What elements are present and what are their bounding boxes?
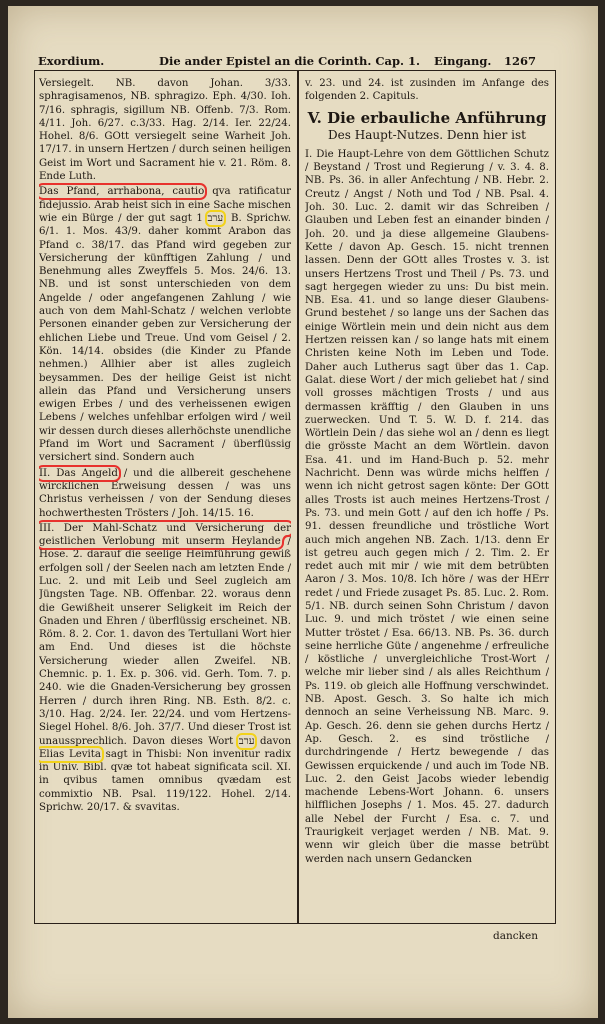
section-subheading: Des Haupt-Nutzes. Denn hier ist [328, 127, 526, 142]
text-frame [34, 70, 556, 924]
page-number: 1267 [504, 54, 537, 68]
paragraph: III. Der Mahl-Schatz und Versicherung der geistlichen Verlobung mit unserm Heylande / Hose. 2. darauf die seelige Heimführung gewiß erfolgen soll / der Seelen nach am letzten Ende / Luc. 2. und mit Leib und Seel zugleich am Jüngsten Tage. NB. Offenbar. 22. woraus denn die Gewißheit unserer Seligkeit im Reich der Gnaden und Ehren / überflüssig erscheinet. NB. Röm. 8. 2. Cor. 1. davon des Tertullani Wort hier am End. Und dieses ist die höchste Versicherung wieder allen Zweifel. NB. Chemnic. p. 1. Ex. p. 306. vid. Gerh. Tom. 7. p. 240. wie die Gnaden-Versicherung bey grossen Herren / durch ihren Ring. NB. Esth. 8/2. c. 3/10. Hag. 2/24. Ier. 22/24. und vom Hertzens-Siegel Hohel. 8/6. Joh. 37/7. Und dieser Trost ist unaussprechlich. Davon dieses Wort ערב davon Elias Levita sagt in Thisbi: Non invenitur radix in Univ. Bibl. qvæ tot habeat significata scil. XI. in qvibus tamen omnibus qvædam est commixtio NB. Psal. 119/122. Hohel. 2/14. Sprichw. 20/17. & svavitas. [39, 522, 291, 814]
paragraph: II. Das Angeld / und die allbereit geschehene wircklichen Erweisung dessen / was uns Christus verheissen / von der Sendung dieses hochwerthesten Trösters / Joh. 14/15. 16. [39, 467, 291, 519]
paragraph: I. Die Haupt-Lehre von dem Göttlichen Schutz / Beystand / Trost und Regierung / v. 3. 4. 8. NB. Ps. 36. in aller Anfechtung / NB. Hebr. 2. Creutz / Angst / Noth und Tod / NB. Psal. 4. Joh. 30. Luc. 2. damit wir das Schreiben / Glauben und Leben fest an einander binden / Joh. 20. und ja diese allgemeine Glaubens-Kette / davon Ap. Gesch. 15. nicht trennen lassen. Denn der GOtt alles Trostes v. 3. ist unsers Hertzens Trost und Theil / Ps. 73. und sagt hergegen wieder zu uns: Du bist mein. NB. Esa. 41. und so lange dieser Glaubens-Grund bestehet / so lange uns der Sachen das einige Wörtlein mein und dein nicht aus dem Hertzen reissen kan / so lange hats mit einem Christen keine Noth im Leben und Tode. Daher auch Lutherus sagt über das 1. Cap. Galat. diese Wort / der mich geliebet hat / sind voll grosses mächtigen Trosts / und aus dermassen kräfftig / den Glauben in uns zuerwecken. Und T. 5. W. D. f. 214. das Wörtlein Dein / das siehe wol an / denn es liegt die grösste Macht an dem Wörtlein. davon Esa. 41. und im Hand-Buch p. 52. mehr Nachricht. Denn was würde michs helffen / wenn ich nicht getrost sagen könte: Der GOtt alles Trosts ist auch meines Hertzens-Trost / Ps. 73. und mein Gott / auf den ich hoffe / Ps. 91. dessen freundliche und tröstliche Wort auch mich angehen NB. Zach. 1/13. denn Er ist getreu auch gegen mich / 2. Tim. 2. Er redet auch mit mir / wie mit dem betrübten Aaron / 3. Mos. 10/8. Ich höre / was der HErr redet / und Friede zusaget Ps. 85. Luc. 2. Rom. 5/1. NB. durch seinen Sohn Christum / davon Luc. 9. und mich tröstet / wie einen seine Mutter tröstet / Esa. 66/13. NB. Ps. 36. durch seine herrliche Güte / angenehme / erfreuliche / köstliche / unvergleichliche Trost-Wort / welche mir lieber sind / als alles Reichthum / Ps. 119. ob gleich alle Hoffnung verschwindet. NB. Apost. Gesch. 3. So halte ich mich dennoch an seine Verheissung NB. Marc. 9. Ap. Gesch. 26. denn sie gehen durchs Hertz / Ap. Gesch. 2. es sind tröstliche / durchdringende / Hertz bewegende / das Gewissen erquickende / und auch im Tode NB. Luc. 2. den Geist Jacobs wieder lebendig machende Lebens-Wort Johann. 6. unsers hilfflichen Josephs / 1. Mos. 45. 27. dadurch alle Nebel der Furcht / Esa. c. 7. und Traurigkeit verjaget werden / NB. Mat. 9. wenn wir gleich über die masse betrübt werden nach unsern Gedancken [305, 148, 549, 865]
highlight-hebrew-word: ערב [238, 735, 255, 747]
section-heading: V. Die erbauliche Anführung [307, 108, 547, 127]
header-left: Exordium. [38, 54, 105, 68]
highlight-elias-levita: Elias Levita [39, 748, 101, 760]
header-section: Eingang. [434, 54, 492, 68]
header-center: Die ander Epistel an die Corinth. Cap. 1. [159, 54, 421, 68]
paragraph: v. 23. und 24. ist zusinden im Anfange des folgenden 2. Capituls. [305, 78, 549, 103]
column-divider [297, 71, 299, 923]
book-page [8, 6, 598, 1018]
catchword: dancken [493, 930, 538, 942]
paragraph: Versiegelt. NB. davon Johan. 3/33. sphragisamenos, NB. sphragizo. Eph. 4/30. Ioh. 7/16. sphragis, sigillum NB. Offenb. 7/3. Rom. 4/11. Joh. 6/27. c.3/33. Hag. 2/14. Ier. 22/24. Hohel. 8/6. GOtt versiegelt seine Warheit Joh. 17/17. in unsern Hertzen / durch seinen heiligen Geist im Wort und Sacrament hie v. 21. Röm. 8. Ende Luth. [39, 78, 291, 183]
right-column [305, 77, 549, 919]
left-column [39, 77, 291, 919]
highlight-angeld: II. Das Angeld [39, 467, 118, 479]
running-header [34, 52, 554, 70]
highlight-mahl-schatz: III. Der Mahl-Schatz und Versicherung der geistlichen Verlobung mit unserm Heylande [39, 522, 291, 548]
paragraph: Das Pfand, arrhabona, cautio qva ratificatur fidejussio. Arab heist sich in eine Sache mischen wie ein Bürge / der gut sagt ערב 1. B. Sprichw. 6/1. 1. Mos. 43/9. daher kommt Arabon das Pfand c. 38/17. das Pfand wird gegeben zur Versicherung der künfftigen Zahlung / und Benehmung alles Zweyffels 5. Mos. 24/6. 13. NB. und ist sonst unterschieden von dem Angelde / oder angefangenen Zahlung / wie auch von dem Mahl-Schatz / welchen verlobte Personen einander geben zur Versicherung der ehlichen Liebe und Treue. Und vom Geisel / 2. Kön. 14/14. obsides (die Kinder zu Pfande nehmen.) Allhier aber ist alles zugleich beysammen. Des der heilige Geist ist nicht allein das Pfand und Versicherung unsers ewigen Erbes / und des verheissenen ewigen Lebens / welches unfehlbar erfolgen wird / weil wir dessen durch dieses allerhöchste unendliche Pfand im Wort und Sacrament / überflüssig versichert sind. Sondern auch [39, 186, 291, 464]
highlight-pfand: Das Pfand, arrhabona, cautio [39, 186, 205, 198]
highlight-hebrew-arab: ערב [207, 212, 224, 224]
